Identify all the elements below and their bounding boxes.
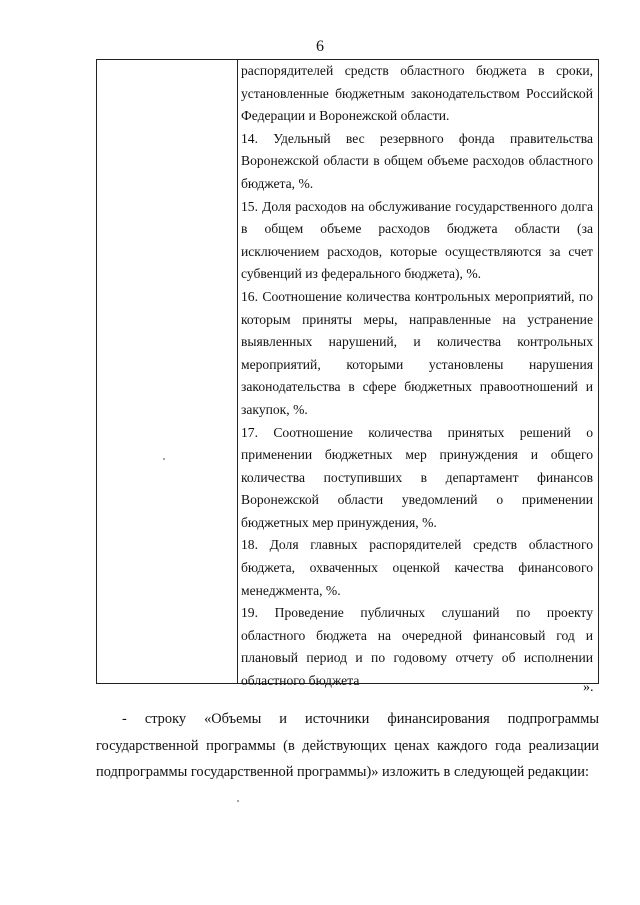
scan-speck [163, 458, 165, 460]
closing-quote-mark: ». [583, 680, 594, 695]
table-right-cell [241, 60, 593, 693]
table-paragraph-continuation: распорядителей средств областного бюджета в сроки, установленные бюджетным законодательством Российской Федерации и Воронежской области. [241, 63, 593, 124]
scan-speck [237, 800, 239, 802]
table-paragraph-15: 15. Доля расходов на обслуживание государственного долга в общем объеме расходов бюджета области (за исключением расходов, которые осуществляются за счет субвенций из федерального бюджета), %. [241, 198, 593, 282]
table-column-divider [237, 59, 238, 684]
body-paragraph: - строку «Объемы и источники финансирования подпрограммы государственной программы (в действующих ценах каждого года реализации подпрограммы государственной программы)» изложить в следующей редакции: [96, 711, 599, 780]
table-paragraph-16: 16. Соотношение количества контрольных мероприятий, по которым приняты меры, направленные на устранение выявленных нарушений, и количества контрольных мероприятий, которыми установлены нарушения законодательства в сфере бюджетных правоотношений и закупок, %. [241, 288, 593, 417]
page-number: 6 [316, 38, 324, 55]
table-paragraph-14: 14. Удельный вес резервного фонда правительства Воронежской области в общем объеме расходов областного бюджета, %. [241, 130, 593, 191]
table-paragraph-18: 18. Доля главных распорядителей средств областного бюджета, охваченных оценкой качества финансового менеджмента, %. [241, 537, 593, 598]
table-paragraph-19: 19. Проведение публичных слушаний по проекту областного бюджета на очередной финансовый год и плановый период и по годовому отчету об исполнении областного бюджета [241, 605, 593, 689]
table-paragraph-17: 17. Соотношение количества принятых решений о применении бюджетных мер принуждения и общего количества поступивших в департамент финансов Воронежской области уведомлений о применении бюджетных мер принуждения, %. [241, 424, 593, 530]
